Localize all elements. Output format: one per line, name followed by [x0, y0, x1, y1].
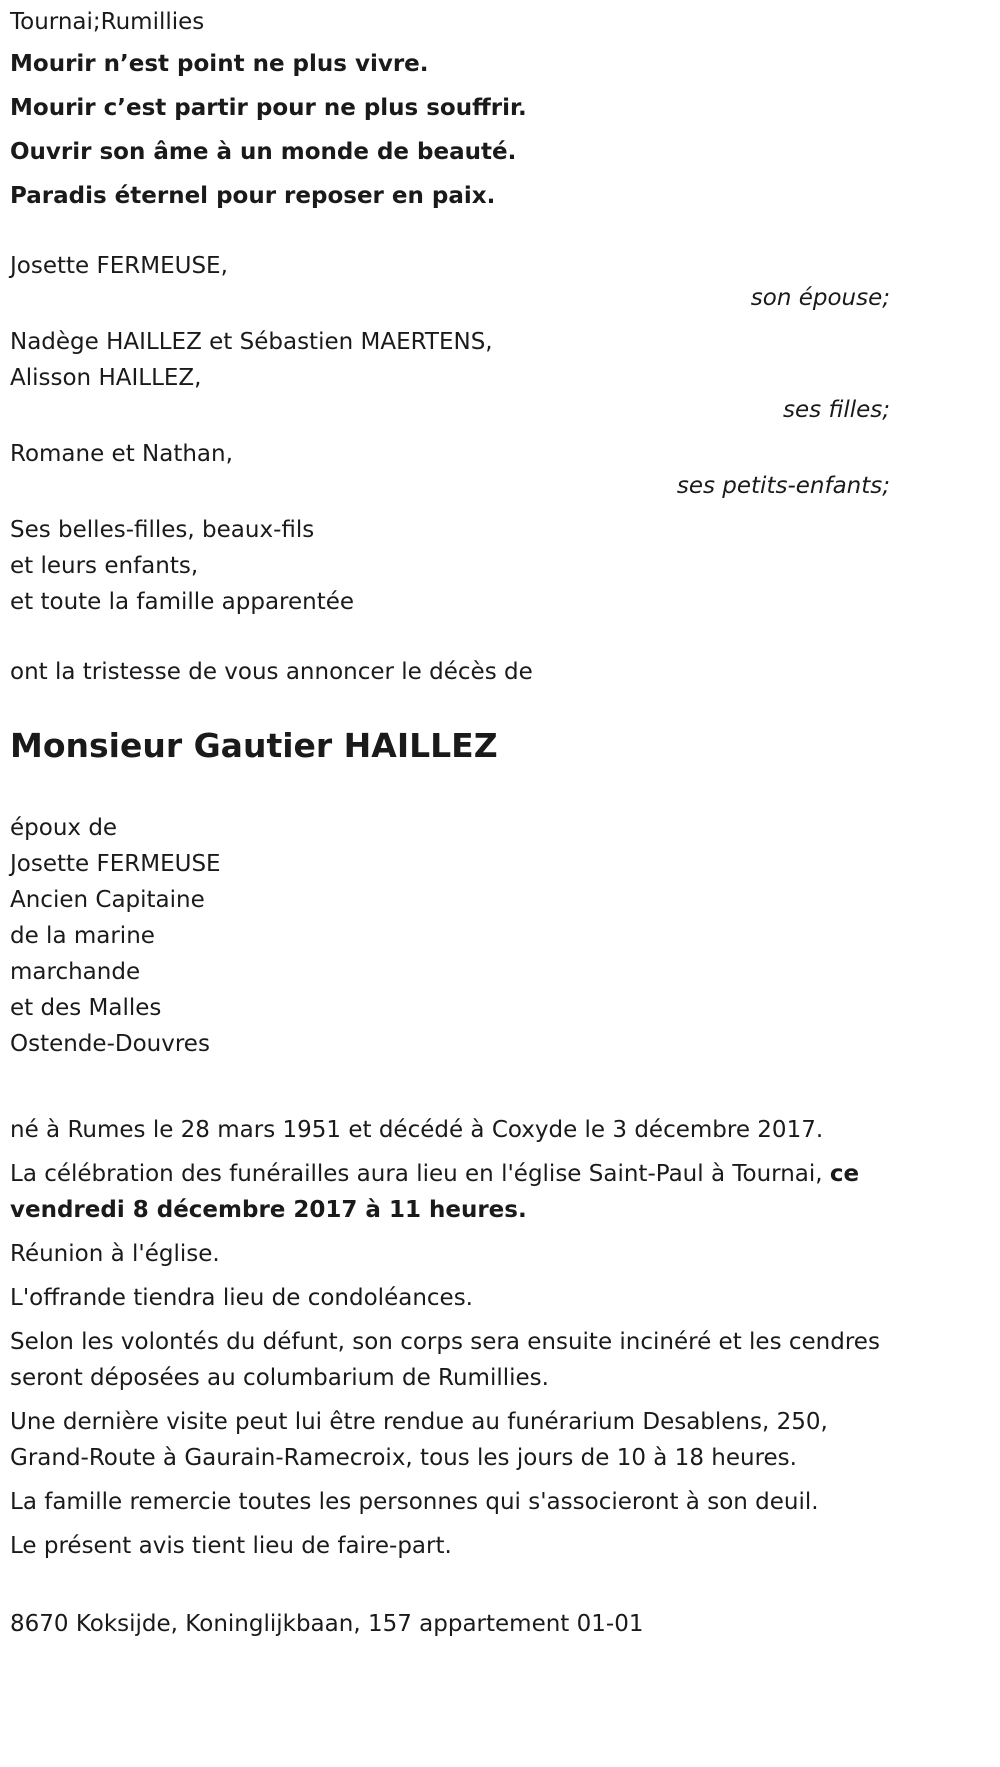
family-name: et leurs enfants, [10, 553, 199, 579]
family-name: Romane et Nathan, [10, 441, 233, 467]
thanks-text: La famille remercie toutes les personnes qui s'associeront à son deuil. [10, 1489, 819, 1515]
location-line: Tournai;Rumillies [10, 9, 205, 35]
family-entry-grandchildren [10, 436, 890, 498]
family-entry-daughters [10, 324, 890, 422]
bio-line: marchande [10, 959, 141, 985]
bio-line: Ostende-Douvres [10, 1031, 210, 1057]
family-entry-spouse [10, 248, 890, 310]
funeral-text: La célébration des funérailles aura lieu en l'église Saint-Paul à Tournai, [10, 1161, 830, 1187]
family-name: Josette FERMEUSE, [10, 253, 228, 279]
bio-line: de la marine [10, 923, 155, 949]
family-relation: ses petits-enfants; [676, 473, 890, 499]
bio-line: et des Malles [10, 995, 162, 1021]
bio-block [10, 810, 890, 1062]
bio-line: époux de [10, 815, 118, 841]
poem-line: Paradis éternel pour reposer en paix. [10, 183, 496, 209]
family-list [10, 248, 890, 620]
deceased-name: Monsieur Gautier HAILLEZ [10, 726, 498, 765]
address-line: 8670 Koksijde, Koninglijkbaan, 157 appartement 01-01 [10, 1611, 644, 1637]
poem-line: Mourir n’est point ne plus vivre. [10, 51, 429, 77]
bio-line: Josette FERMEUSE [10, 851, 221, 877]
obituary-notice [0, 4, 890, 1642]
funeral-date: ce vendredi 8 décembre 2017 à 11 heures. [10, 1161, 860, 1223]
family-relation: son épouse; [750, 285, 890, 311]
family-entry-others [10, 512, 890, 620]
bio-line: Ancien Capitaine [10, 887, 205, 913]
birth-death-text: né à Rumes le 28 mars 1951 et décédé à Coxyde le 3 décembre 2017. [10, 1117, 824, 1143]
cremation-text: Selon les volontés du défunt, son corps sera ensuite incinéré et les cendres seront déposées au columbarium de Rumillies. [10, 1329, 880, 1391]
offering-text: L'offrande tiendra lieu de condoléances. [10, 1285, 473, 1311]
family-name: Alisson HAILLEZ, [10, 365, 202, 391]
poem-line: Mourir c’est partir pour ne plus souffrir. [10, 95, 527, 121]
details-block [10, 1112, 890, 1564]
family-relation: ses filles; [783, 397, 890, 423]
family-name: et toute la famille apparentée [10, 589, 355, 615]
meeting-text: Réunion à l'église. [10, 1241, 220, 1267]
family-name: Ses belles-filles, beaux-fils [10, 517, 315, 543]
announcement-text: ont la tristesse de vous annoncer le décès de [10, 659, 533, 685]
poem-line: Ouvrir son âme à un monde de beauté. [10, 139, 517, 165]
poem-block [10, 42, 890, 218]
funeral-paragraph [10, 1156, 890, 1228]
family-name: Nadège HAILLEZ et Sébastien MAERTENS, [10, 329, 493, 355]
visit-text: Une dernière visite peut lui être rendue au funérarium Desablens, 250, Grand-Route à Gaurain-Ramecroix, tous les jours de 10 à 18 heures. [10, 1409, 828, 1471]
notice-text: Le présent avis tient lieu de faire-part. [10, 1533, 452, 1559]
